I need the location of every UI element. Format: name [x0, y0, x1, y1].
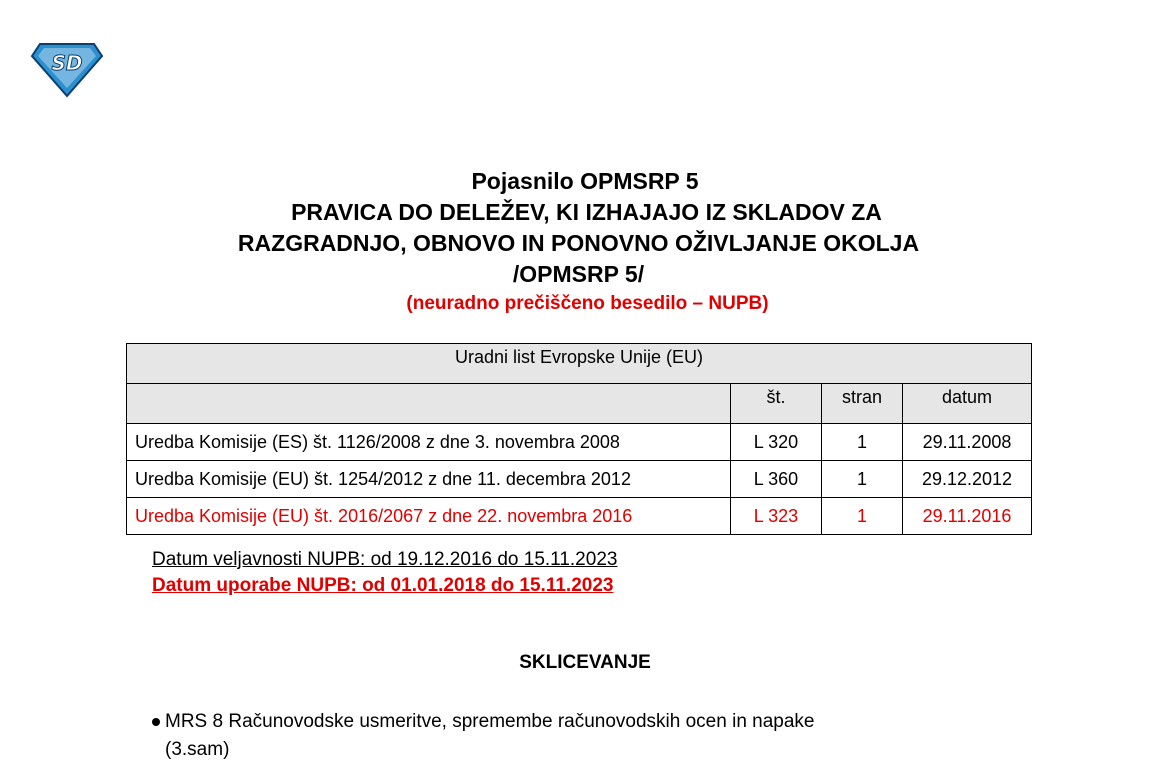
title-line-2: PRAVICA DO DELEŽEV, KI IZHAJAJO IZ SKLADOV ZA — [291, 199, 882, 225]
title-line-4: /OPMSRP 5/ — [512, 261, 645, 287]
table-cell-stran: 1 — [822, 424, 903, 461]
table-cell-st: L 320 — [731, 424, 822, 461]
svg-text:SD: SD — [51, 51, 83, 75]
table-cell-datum: 29.11.2008 — [903, 424, 1032, 461]
table-row — [127, 461, 1032, 498]
list-item-text: MRS 8 Računovodske usmeritve, spremembe računovodskih ocen in napake — [165, 711, 815, 732]
table-header-row — [127, 384, 1032, 424]
table-header-st: št. — [731, 384, 822, 424]
table-cell-st: L 323 — [731, 498, 822, 535]
table-cell-stran: 1 — [822, 498, 903, 535]
bullet-icon — [152, 718, 160, 726]
section-heading: SKLICEVANJE — [519, 652, 651, 673]
list-item — [152, 708, 815, 736]
sd-diamond-logo-icon — [30, 40, 104, 98]
table-row — [127, 424, 1032, 461]
table-cell-st: L 360 — [731, 461, 822, 498]
table-header-regulation — [127, 384, 731, 424]
list-item-continuation: (3.sam) — [165, 739, 230, 760]
application-date: Datum uporabe NUPB: od 01.01.2018 do 15.11.2023 — [152, 575, 614, 596]
validity-block — [152, 547, 617, 599]
table-row — [127, 498, 1032, 535]
table-header-datum: datum — [903, 384, 1032, 424]
reference-list — [152, 708, 815, 764]
official-journal-table — [126, 343, 1032, 535]
table-cell-regulation: Uredba Komisije (EU) št. 1254/2012 z dne 11. decembra 2012 — [127, 461, 731, 498]
table-header-stran: stran — [822, 384, 903, 424]
table-caption: Uradni list Evropske Unije (EU) — [127, 344, 1032, 384]
title-line-1: Pojasnilo OPMSRP 5 — [471, 168, 699, 194]
validity-date: Datum veljavnosti NUPB: od 19.12.2016 do 15.11.2023 — [152, 549, 618, 570]
table-cell-datum: 29.12.2012 — [903, 461, 1032, 498]
table-caption-row — [127, 344, 1032, 384]
title-line-3: RAZGRADNJO, OBNOVO IN PONOVNO OŽIVLJANJE OKOLJA — [237, 230, 920, 256]
table-cell-regulation: Uredba Komisije (EU) št. 2016/2067 z dne 22. novembra 2016 — [127, 498, 731, 535]
document-title — [0, 166, 1157, 318]
table-cell-datum: 29.11.2016 — [903, 498, 1032, 535]
document-subtitle: (neuradno prečiščeno besedilo – NUPB) — [406, 293, 769, 314]
table-cell-stran: 1 — [822, 461, 903, 498]
table-cell-regulation: Uredba Komisije (ES) št. 1126/2008 z dne 3. novembra 2008 — [127, 424, 731, 461]
